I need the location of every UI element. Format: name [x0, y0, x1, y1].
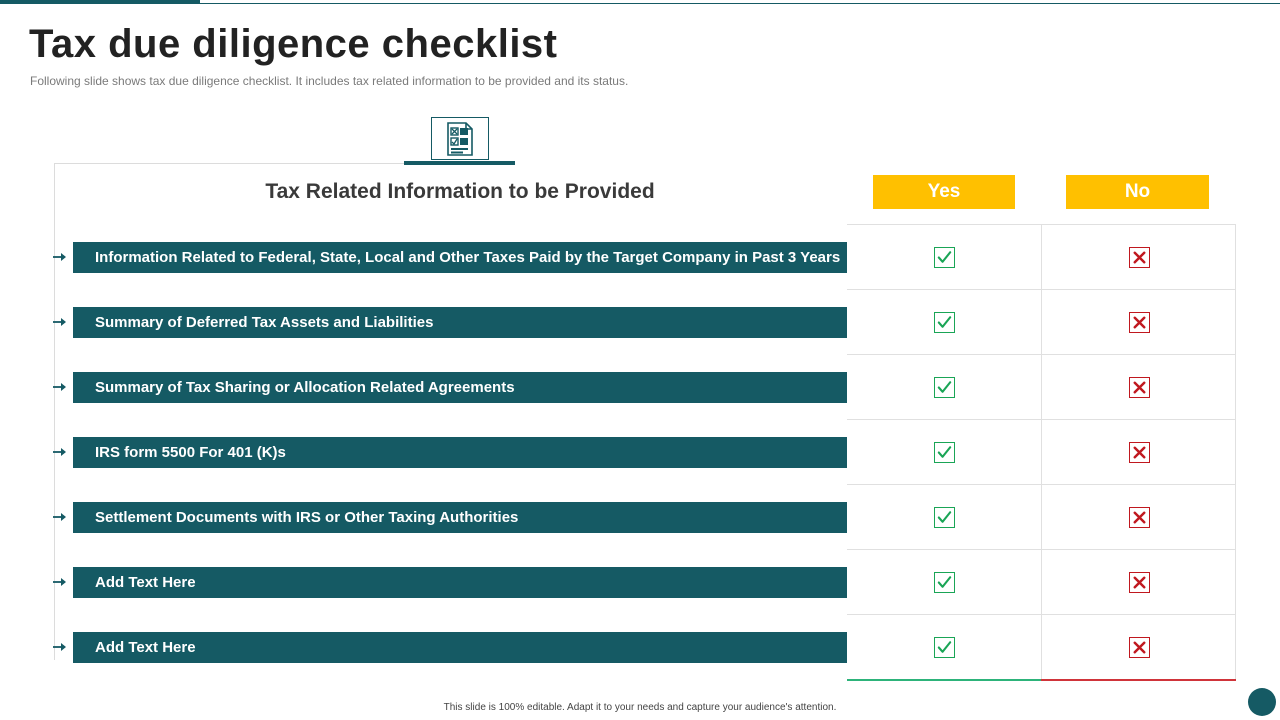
- top-divider-line: [200, 3, 1280, 4]
- page-subtitle: Following slide shows tax due diligence checklist. It includes tax related information to be provided and its status.: [30, 74, 629, 88]
- check-box-icon: [934, 312, 955, 333]
- page-title: Tax due diligence checklist: [29, 22, 558, 66]
- check-box-icon: [934, 442, 955, 463]
- check-box-icon: [934, 247, 955, 268]
- no-column-header: No: [1066, 175, 1209, 209]
- checklist-item: Add Text Here: [73, 632, 847, 663]
- checklist-item: IRS form 5500 For 401 (K)s: [73, 437, 847, 468]
- arrow-right-icon: [53, 512, 67, 522]
- cross-box-icon: [1129, 247, 1150, 268]
- grid-row-line: [847, 289, 1236, 290]
- yes-column-bottom-line: [847, 679, 1041, 681]
- check-box-icon: [934, 507, 955, 528]
- cross-box-icon: [1129, 572, 1150, 593]
- grid-row-line: [847, 484, 1236, 485]
- check-box-icon: [934, 377, 955, 398]
- checklist-item: Summary of Deferred Tax Assets and Liabilities: [73, 307, 847, 338]
- grid-row-line: [847, 354, 1236, 355]
- arrow-right-icon: [53, 252, 67, 262]
- checklist-item: Settlement Documents with IRS or Other Taxing Authorities: [73, 502, 847, 533]
- check-box-icon: [934, 572, 955, 593]
- grid-row-line: [847, 419, 1236, 420]
- arrow-right-icon: [53, 317, 67, 327]
- footer-note: This slide is 100% editable. Adapt it to your needs and capture your audience's attention.: [443, 702, 837, 713]
- cross-box-icon: [1129, 507, 1150, 528]
- check-box-icon: [934, 637, 955, 658]
- yes-column-header: Yes: [873, 175, 1015, 209]
- checklist-item: Add Text Here: [73, 567, 847, 598]
- top-accent-bar: [0, 0, 200, 4]
- arrow-right-icon: [53, 642, 67, 652]
- grid-row-line: [847, 614, 1236, 615]
- arrow-right-icon: [53, 382, 67, 392]
- cross-box-icon: [1129, 442, 1150, 463]
- arrow-right-icon: [53, 577, 67, 587]
- cross-box-icon: [1129, 377, 1150, 398]
- frame-top-line: [54, 163, 404, 164]
- no-column-bottom-line: [1041, 679, 1236, 681]
- corner-decoration: [1248, 688, 1276, 716]
- grid-divider: [1041, 224, 1042, 679]
- cross-box-icon: [1129, 637, 1150, 658]
- section-heading: Tax Related Information to be Provided: [265, 180, 655, 203]
- checklist-item: Information Related to Federal, State, Local and Other Taxes Paid by the Target Company in Past 3 Years: [73, 242, 847, 273]
- grid-row-line: [847, 549, 1236, 550]
- checklist-item: Summary of Tax Sharing or Allocation Related Agreements: [73, 372, 847, 403]
- cross-box-icon: [1129, 312, 1150, 333]
- icon-underline: [404, 161, 515, 165]
- arrow-right-icon: [53, 447, 67, 457]
- document-checklist-icon: [431, 117, 489, 160]
